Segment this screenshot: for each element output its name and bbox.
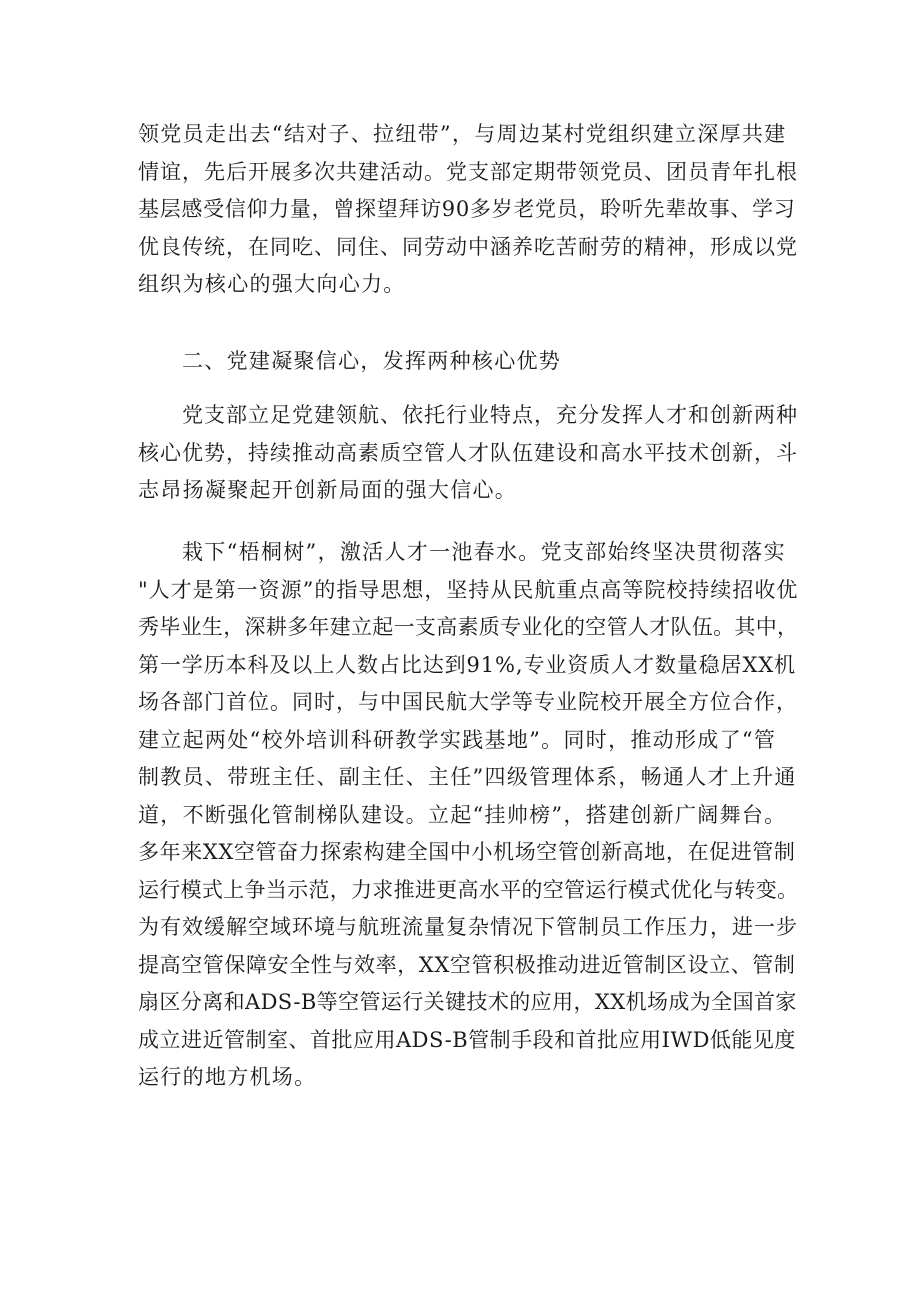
text-line: 志昂扬凝聚起开创新局面的强大信心。	[138, 478, 518, 502]
text-line: 核心优势，持续推动高素质空管人才队伍建设和高水平技术创新，斗	[138, 440, 798, 465]
text-line: 道，不断强化管制梯队建设。立起“挂帅榜”，搭建创新广阔舞台。	[138, 802, 787, 827]
text-line: 情谊，先后开展多次共建活动。党支部定期带领党员、团员青年扎根	[138, 159, 798, 184]
text-line: 成立进近管制室、首批应用ADS-B管制手段和首批应用IWD低能见度	[138, 1027, 796, 1052]
paragraph-core-advantages	[138, 397, 798, 510]
text-line: 提高空管保障安全性与效率，XX空管积极推动进近管制区设立、管制	[138, 952, 796, 977]
text-line: 制教员、带班主任、副主任、主任”四级管理体系，畅通人才上升通	[138, 765, 797, 789]
text-line: 运行模式上争当示范，力求推进更高水平的空管运行模式优化与转变。	[138, 877, 799, 902]
text-line: 多年来XX空管奋力探索构建全国中小机场空管创新高地，在促进管制	[138, 840, 796, 864]
paragraph-party-building-ties	[138, 116, 798, 304]
text-line: 运行的地方机场。	[138, 1065, 317, 1089]
text-line: "人才是第一资源”的指导思想，坚持从民航重点高等院校持续招收优	[138, 577, 799, 602]
paragraph-talent-innovation	[138, 534, 798, 1097]
text-line: 为有效缓解空域环境与航班流量复杂情况下管制员工作压力，进一步	[138, 915, 798, 939]
text-line: 优良传统，在同吃、同住、同劳动中涵养吃苦耐劳的精神，形成以党	[138, 234, 798, 259]
text-line: 第一学历本科及以上人数占比达到91%,专业资质人才数量稳居XX机	[138, 652, 797, 677]
text-line: 组织为核心的强大向心力。	[138, 272, 406, 296]
text-line: 基层感受信仰力量，曾探望拜访90多岁老党员，聆听先辈故事、学习	[138, 197, 796, 221]
section-heading: 二、党建凝聚信心，发挥两种核心优势	[182, 349, 562, 373]
text-line: 建立起两处“校外培训科研教学实践基地”。同时，推动形成了“管	[138, 727, 777, 752]
text-line: 场各部门首位。同时，与中国民航大学等专业院校开展全方位合作，	[138, 690, 798, 714]
text-line: 栽下“梧桐树”，激活人才一池春水。党支部始终坚决贯彻落实	[182, 540, 786, 564]
text-line: 秀毕业生，深耕多年建立起一支高素质专业化的空管人才队伍。其中，	[138, 615, 799, 639]
text-line: 领党员走出去“结对子、拉纽带”，与周边某村党组织建立深厚共建	[138, 122, 787, 146]
text-line: 党支部立足党建领航、依托行业特点，充分发挥人才和创新两种	[182, 403, 798, 427]
text-line: 扇区分离和ADS-B等空管运行关键技术的应用，XX机场成为全国首家	[138, 990, 797, 1014]
